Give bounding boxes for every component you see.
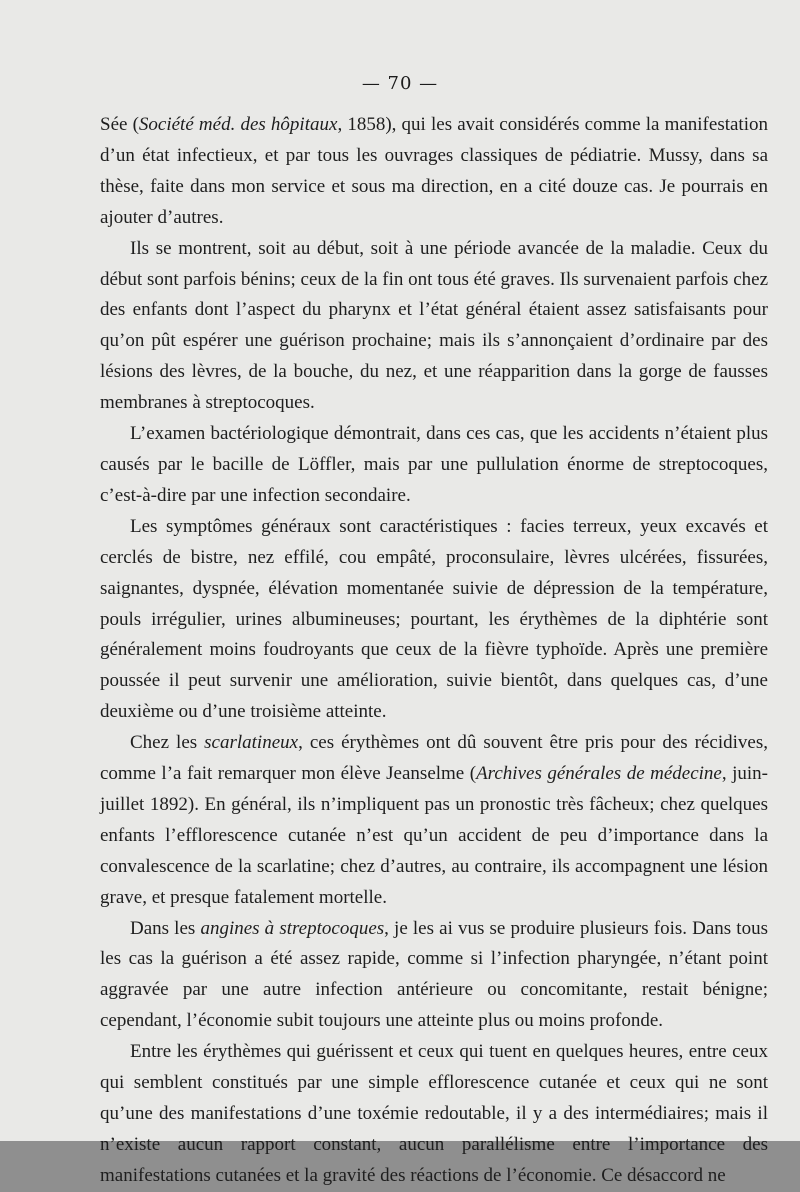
- paragraph-4: Les symptômes généraux sont caractéristiques : facies terreux, yeux excavés et cerclés de bistre, nez effilé, cou empâté, proconsulaire, lèvres ulcérées, fissurées, saignantes, dyspnée, élévation momentanée suivie de dépression de la température, pouls irrégulier, urines albumineuses; pourtant, les érythèmes de la diphtérie sont généralement moins foudroyants que ceux de la fièvre typhoïde. Après une première poussée il peut survenir une amélioration, suivie bientôt, dans quelques cas, d’une deuxième ou d’une troisième atteinte.: [100, 515, 768, 723]
- paragraph-6-text-a: Dans les: [130, 917, 201, 939]
- paragraph-5-italic-archives: Archives générales de médecine: [476, 763, 722, 785]
- paragraph-1: [100, 110, 768, 234]
- page-number: — 70 —: [361, 73, 439, 94]
- paragraph-5-text-c: , juin-juillet 1892). En général, ils n’impliquent pas un pronostic très fâcheux; chez quelques enfants l’efflorescence cutanée n’est qu’un accident de peu d’importance dans la convalescence de la scarlatine; chez d’autres, au contraire, ils accompagnent une lésion grave, et presque fatalement mortelle.: [100, 763, 769, 908]
- paragraph-6: [100, 914, 768, 1038]
- paragraph-1-text-a: Sée (: [100, 114, 139, 135]
- paragraph-1-text-b: , 1858), qui les avait considérés comme la manifestation d’un état infectieux, et par tous les ouvrages classiques de pédiatrie. Mussy, dans sa thèse, faite dans mon service et sous ma direction, en a cité douze cas. Je pourrais en ajouter d’autres.: [100, 114, 768, 228]
- paragraph-6-text-b: , je les ai vus se produire plusieurs fois. Dans tous les cas la guérison a été assez rapide, comme si l’infection pharyngée, n’étant point aggravée par une autre infection antérieure ou concomitante, restait bénigne; cependant, l’économie subit toujours une atteinte plus ou moins profonde.: [100, 917, 768, 1032]
- body-text: [100, 110, 768, 1192]
- paragraph-5-text-b: , ces érythèmes ont dû souvent être pris pour des récidives, comme l’a fait remarquer mon élève Jeanselme (: [100, 732, 768, 785]
- paragraph-5-text-a: Chez les: [130, 732, 205, 754]
- paragraph-5: [100, 728, 768, 913]
- paragraph-7: Entre les érythèmes qui guérissent et ceux qui tuent en quelques heures, entre ceux qui semblent constitués par une simple efflorescence cutanée et ceux qui ne sont qu’une des manifestations d’une toxémie redoutable, il y a des intermédiaires; mais il n’existe aucun rapport constant, aucun parallélisme entre l’importance des manifestations cutanées et la gravité des réactions de l’économie. Ce désaccord ne: [100, 1041, 768, 1186]
- paragraph-3: L’examen bactériologique démontrait, dans ces cas, que les accidents n’étaient plus causés par le bacille de Löffler, mais par une pullulation énorme de streptocoques, c’est-à-dire par une infection secondaire.: [100, 423, 768, 506]
- paragraph-2: Ils se montrent, soit au début, soit à une période avancée de la maladie. Ceux du début sont parfois bénins; ceux de la fin ont tous été graves. Ils survenaient parfois chez des enfants dont l’aspect du pharynx et l’état général étaient assez satisfaisants pour qu’on pût espérer une guérison prochaine; mais ils s’annonçaient d’ordinaire par des lésions des lèvres, de la bouche, du nez, et une réapparition dans la gorge de fausses membranes à streptocoques.: [100, 237, 768, 414]
- paragraph-5-italic-scarlatineux: scarlatineux: [204, 732, 299, 754]
- paragraph-1-italic-journal: Société méd. des hôpitaux: [138, 114, 338, 135]
- paragraph-6-italic-angines: angines à streptocoques: [200, 917, 385, 939]
